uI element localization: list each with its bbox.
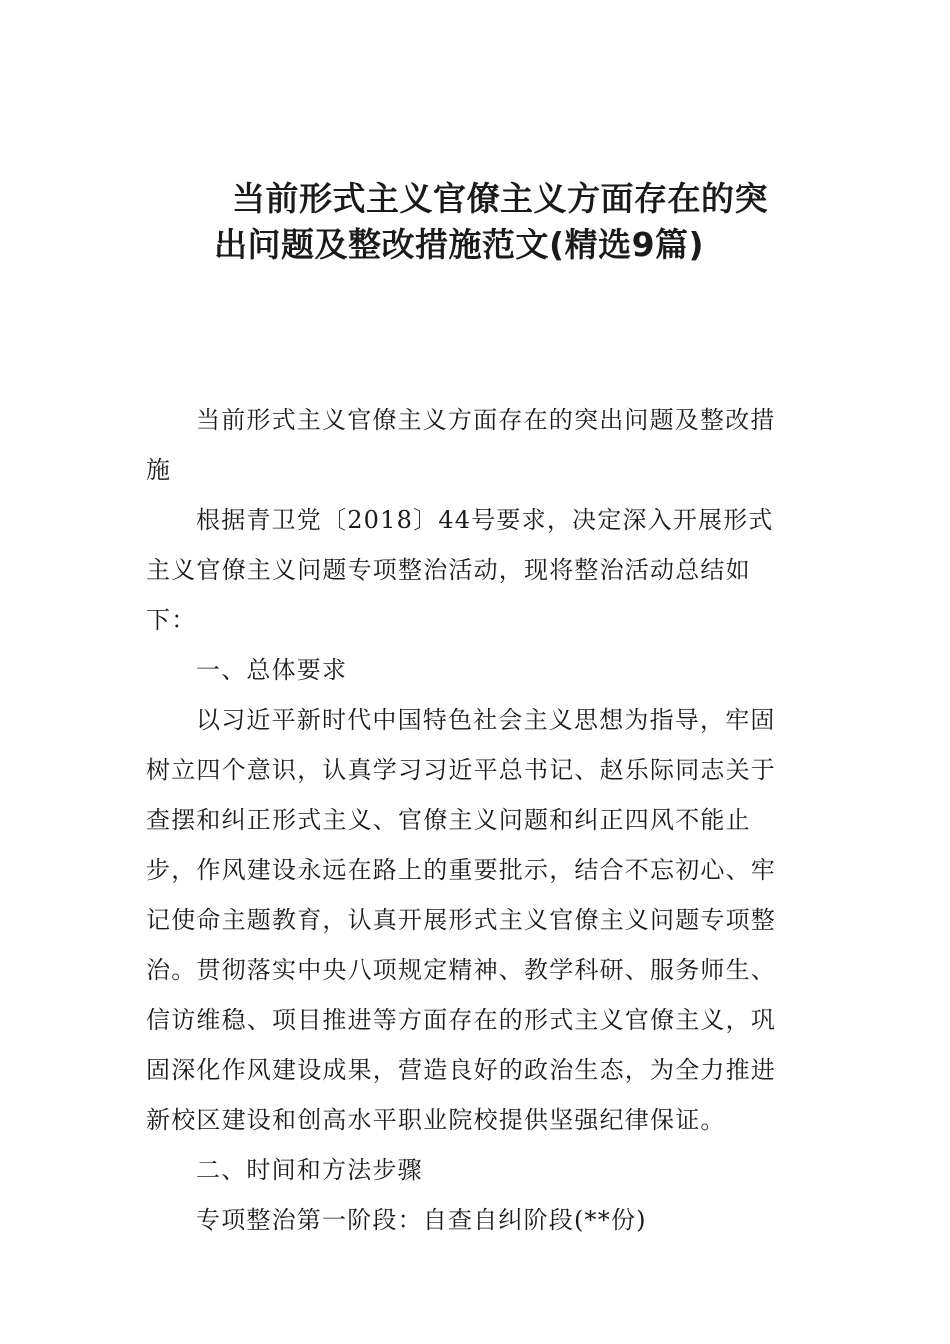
paragraph-stage-one: 专项整治第一阶段：自查自纠阶段(**份) <box>196 1206 647 1234</box>
document-title <box>214 176 814 268</box>
title-line-1: 当前形式主义官僚主义方面存在的突 <box>232 179 768 218</box>
document-body <box>146 395 796 1245</box>
title-line-2: 出问题及整改措施范文(精选9篇) <box>214 225 705 264</box>
section-heading-1: 一、总体要求 <box>196 656 348 684</box>
paragraph-subtitle: 当前形式主义官僚主义方面存在的突出问题及整改措施 <box>146 406 776 484</box>
paragraph-requirements: 以习近平新时代中国特色社会主义思想为指导，牢固树立四个意识，认真学习习近平总书记、赵乐际同志关于查摆和纠正形式主义、官僚主义问题和纠正四风不能止步，作风建设永远在路上的重要批示，结合不忘初心、牢记使命主题教育，认真开展形式主义官僚主义问题专项整治。贯彻落实中央八项规定精神、教学科研、服务师生、信访维稳、项目推进等方面存在的形式主义官僚主义，巩固深化作风建设成果，营造良好的政治生态，为全力推进新校区建设和创高水平职业院校提供坚强纪律保证。 <box>146 706 776 1134</box>
section-heading-2: 二、时间和方法步骤 <box>196 1156 423 1184</box>
paragraph-intro: 根据青卫党〔2018〕44号要求，决定深入开展形式主义官僚主义问题专项整治活动，现将整治活动总结如下： <box>146 506 774 634</box>
